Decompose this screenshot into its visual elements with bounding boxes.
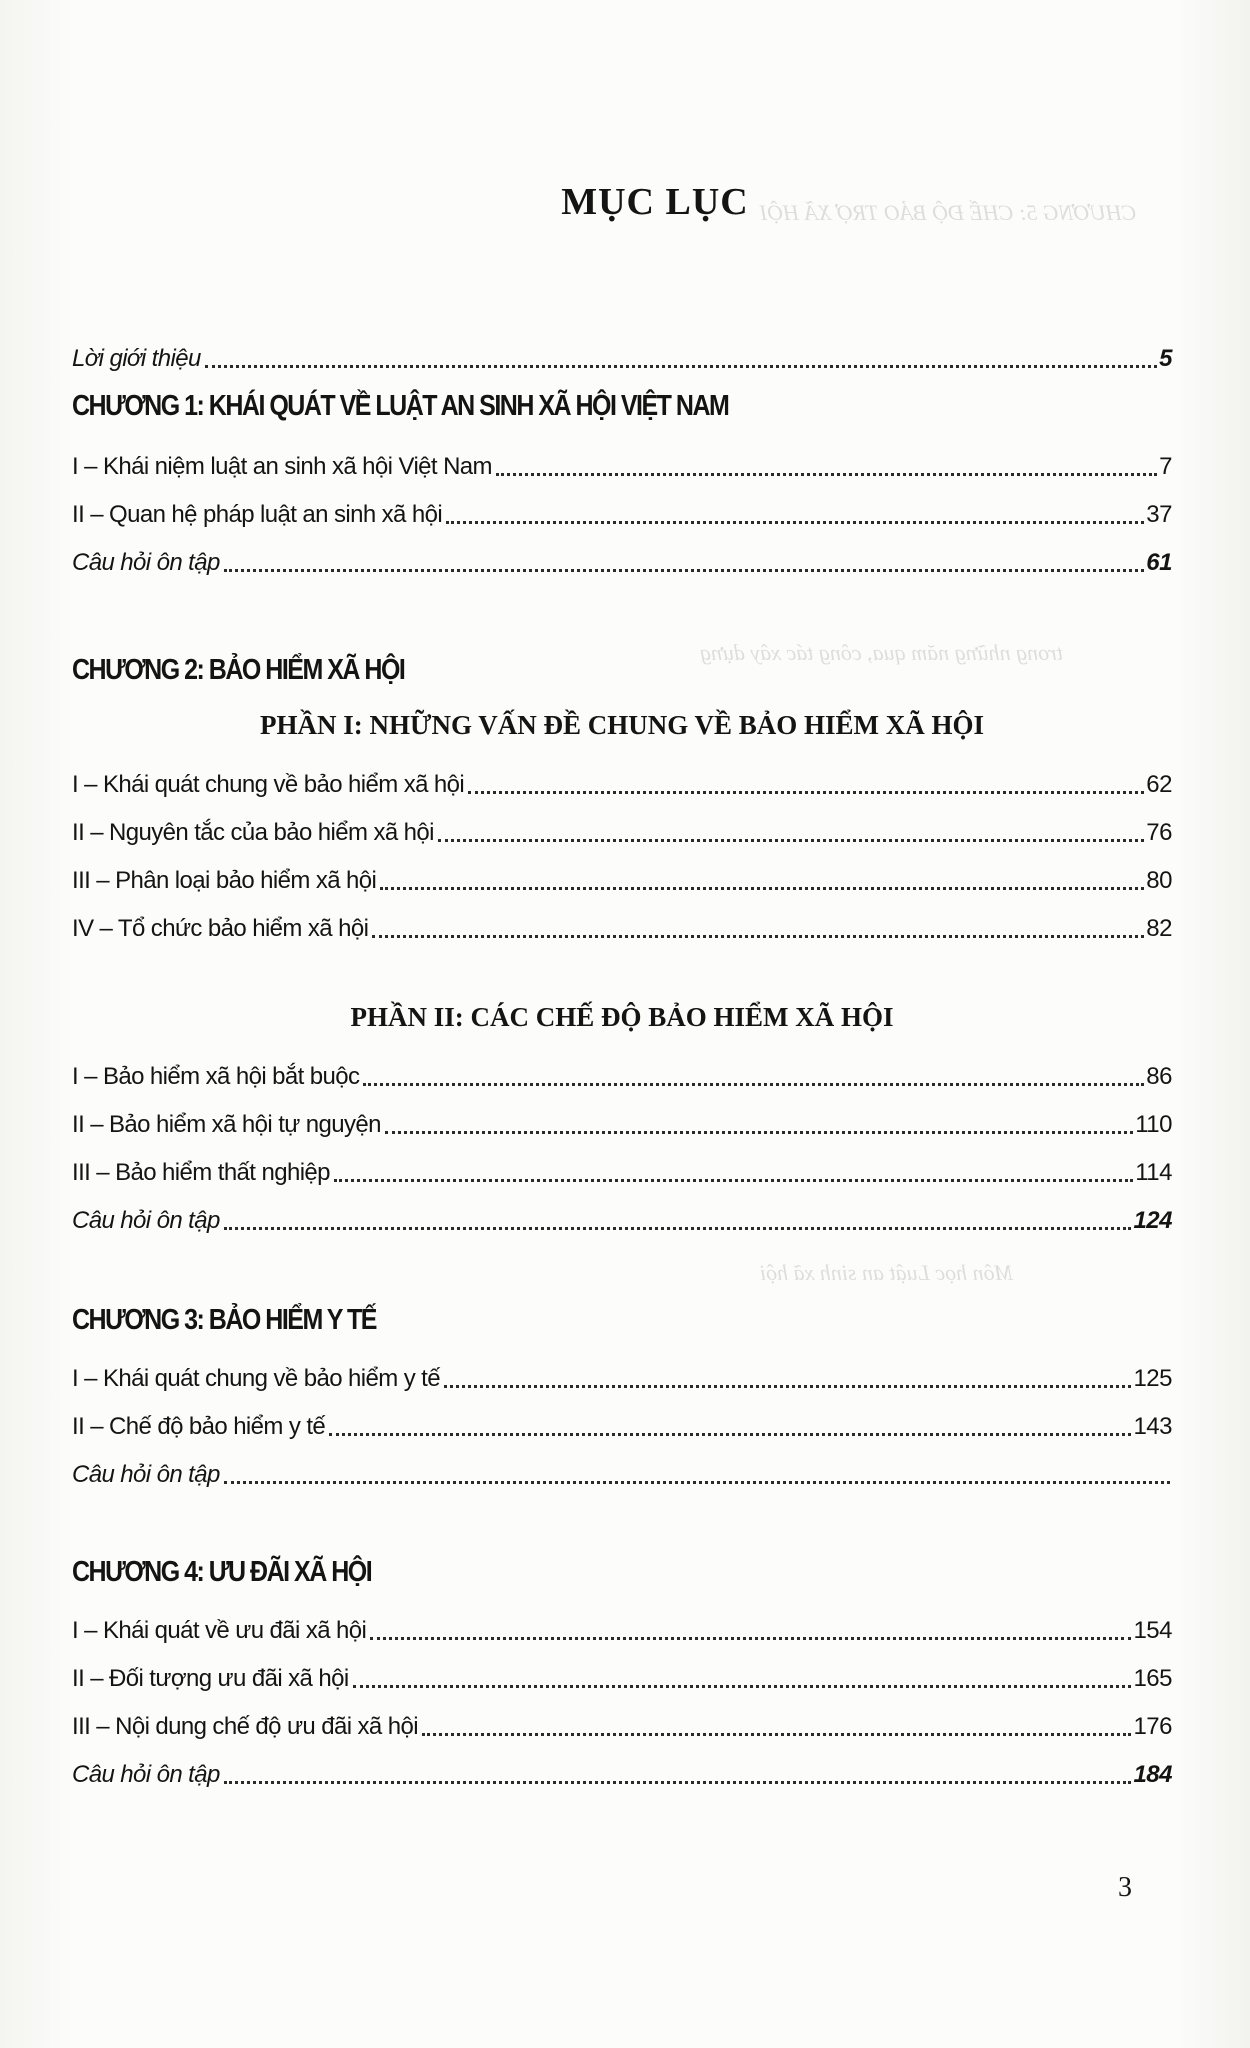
toc-entry-page: 110 [1135,1111,1172,1138]
toc-entry-page: 124 [1133,1207,1172,1234]
toc-entry[interactable] [72,1602,1172,1646]
toc-entry-label: III – Bảo hiểm thất nghiệp [72,1159,330,1186]
dot-leader [496,473,1157,476]
toc-entry[interactable] [72,852,1172,896]
toc-entry-page: 80 [1146,867,1172,894]
toc-entry-label: Câu hỏi ôn tập [72,1461,220,1488]
dot-leader [205,365,1157,368]
dot-leader [363,1083,1144,1086]
toc-entry-label: II – Nguyên tắc của bảo hiểm xã hội [72,819,434,846]
dot-leader [224,1781,1132,1784]
dot-leader [438,839,1144,842]
chapter-heading: CHƯƠNG 3: BẢO HIỂM Y TẾ [72,1303,376,1336]
dot-leader [380,887,1144,890]
toc-entry-label: Câu hỏi ôn tập [72,1761,220,1788]
toc-entry-label: IV – Tổ chức bảo hiểm xã hội [72,915,369,942]
toc-entry[interactable] [72,1048,1172,1092]
chapter-heading: CHƯƠNG 4: ƯU ĐÃI XÃ HỘI [72,1555,372,1588]
toc-entry-page: 5 [1159,345,1172,372]
toc-entry-page: 37 [1146,501,1172,528]
toc-entry[interactable] [72,534,1172,578]
show-through-text: Môn học Luật an sinh xã hội [760,1260,1013,1285]
part-heading: PHẦN II: CÁC CHẾ ĐỘ BẢO HIỂM XÃ HỘI [350,1002,894,1032]
toc-entry-page: 165 [1133,1665,1172,1692]
page-title: MỤC LỤC [561,181,749,223]
toc-entry[interactable] [72,1096,1172,1140]
dot-leader [353,1685,1132,1688]
toc-entry-page: 184 [1133,1761,1172,1788]
toc-entry[interactable] [72,1192,1172,1236]
toc-entry[interactable] [72,1650,1172,1694]
toc-entry-label: III – Phân loại bảo hiểm xã hội [72,867,377,894]
toc-entry[interactable] [72,1398,1172,1442]
chapter-heading: CHƯƠNG 2: BẢO HIỂM XÃ HỘI [72,653,405,686]
dot-leader [422,1733,1131,1736]
toc-entry-page: 7 [1159,453,1172,480]
toc-entry-label: II – Quan hệ pháp luật an sinh xã hội [72,501,443,528]
toc-entry[interactable] [72,486,1172,530]
toc-entry-page: 76 [1146,819,1172,846]
toc-entry[interactable] [72,1698,1172,1742]
toc-entry[interactable] [72,1350,1172,1394]
toc-entry-label: II – Chế độ bảo hiểm y tế [72,1413,326,1440]
toc-entry-intro[interactable] [72,330,1172,374]
toc-entry-page: 62 [1146,771,1172,798]
toc-entry-label: I – Bảo hiểm xã hội bắt buộc [72,1063,360,1090]
toc-entry-label: Lời giới thiệu [72,345,201,372]
dot-leader [334,1179,1133,1182]
toc-entry-label: III – Nội dung chế độ ưu đãi xã hội [72,1713,418,1740]
show-through-text: trong những năm qua, công tác xây dựng [700,640,1063,665]
toc-entry-page: 176 [1133,1713,1172,1740]
toc-entry-label: Câu hỏi ôn tập [72,549,220,576]
toc-entry-label: I – Khái quát chung về bảo hiểm xã hội [72,771,465,798]
chapter-heading: CHƯƠNG 1: KHÁI QUÁT VỀ LUẬT AN SINH XÃ HỘI VIỆT NAM [72,389,729,422]
dot-leader [224,1227,1132,1230]
toc-entry[interactable] [72,438,1172,482]
toc-entry-page: 86 [1146,1063,1172,1090]
toc-entry[interactable] [72,1446,1172,1490]
toc-entry-label: Câu hỏi ôn tập [72,1207,220,1234]
dot-leader [446,521,1144,524]
dot-leader [372,935,1144,938]
toc-entry-label: I – Khái quát chung về bảo hiểm y tế [72,1365,440,1392]
dot-leader [329,1433,1131,1436]
toc-entry-page: 82 [1146,915,1172,942]
dot-leader [385,1131,1133,1134]
toc-entry-label: I – Khái quát về ưu đãi xã hội [72,1617,367,1644]
show-through-text: CHƯƠNG 5: CHẾ ĐỘ BẢO TRỢ XÃ HỘI [760,200,1137,225]
toc-entry-page: 125 [1133,1365,1172,1392]
toc-entry-page: 61 [1146,549,1172,576]
dot-leader [224,569,1145,572]
toc-entry[interactable] [72,756,1172,800]
toc-entry-label: II – Bảo hiểm xã hội tự nguyện [72,1111,381,1138]
dot-leader [224,1481,1170,1484]
toc-entry-label: II – Đối tượng ưu đãi xã hội [72,1665,349,1692]
toc-entry-page: 154 [1133,1617,1172,1644]
dot-leader [370,1637,1131,1640]
toc-entry[interactable] [72,900,1172,944]
part-heading: PHẦN I: NHỮNG VẤN ĐỀ CHUNG VỀ BẢO HIỂM XÃ HỘI [259,710,985,740]
toc-entry-page: 143 [1133,1413,1172,1440]
toc-entry[interactable] [72,1746,1172,1790]
dot-leader [444,1385,1131,1388]
page-number: 3 [1118,1872,1132,1903]
toc-entry-page: 114 [1135,1159,1172,1186]
toc-entry[interactable] [72,804,1172,848]
toc-entry[interactable] [72,1144,1172,1188]
toc-entry-label: I – Khái niệm luật an sinh xã hội Việt Nam [72,453,492,480]
dot-leader [468,791,1144,794]
